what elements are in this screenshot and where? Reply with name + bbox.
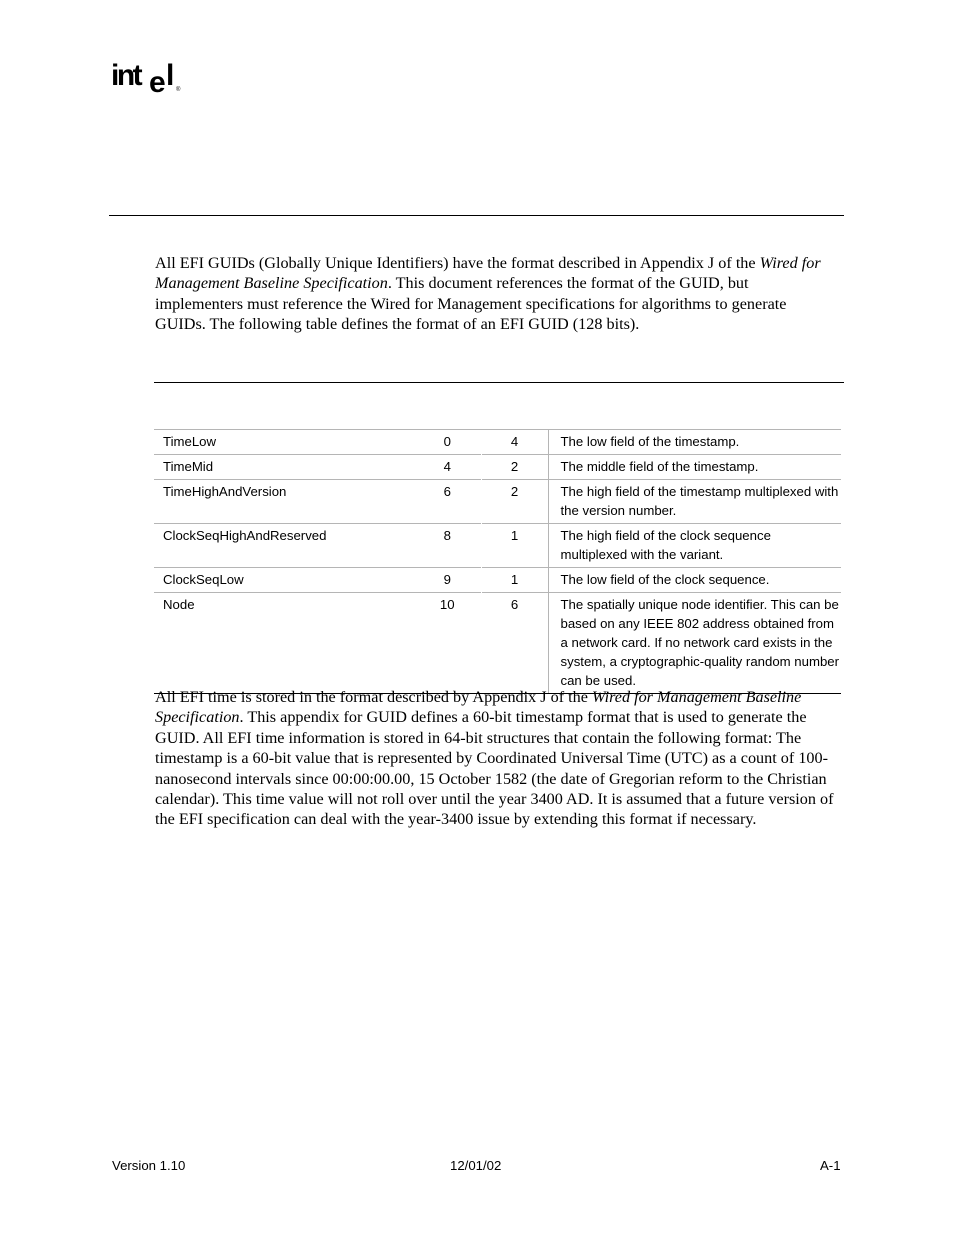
field-name-cell: Node (154, 593, 414, 694)
description-cell: The high field of the clock sequence multiplexed with the variant. (548, 524, 841, 568)
guid-format-table (154, 429, 841, 694)
footer-version: Version 1.10 (112, 1158, 186, 1173)
byte-length-cell: 1 (481, 568, 548, 593)
field-name-cell: TimeLow (154, 430, 414, 455)
svg-text:e: e (149, 66, 164, 99)
table-row (154, 593, 841, 694)
table-caption-divider (154, 382, 844, 383)
field-name-cell: ClockSeqLow (154, 568, 414, 593)
guid-intro-paragraph: All EFI GUIDs (Globally Unique Identifiers) have the format described in Appendix J of the Wired for Management Baseline Specification. This document references the format of the GUID, but implementers must reference the Wired for Management specifications for algorithms to generate GUIDs. The following table defines the format of an EFI GUID (128 bits). (155, 254, 821, 334)
byte-length-cell: 4 (481, 430, 548, 455)
byte-offset-cell: 8 (414, 524, 481, 568)
byte-length-cell: 6 (481, 593, 548, 694)
svg-text:®: ® (176, 87, 181, 93)
svg-text:l: l (166, 59, 175, 92)
description-cell: The high field of the timestamp multiplexed with the version number. (548, 480, 841, 524)
field-name-cell: TimeMid (154, 455, 414, 480)
table-row (154, 524, 841, 568)
spec-title-italic: Wired for Management Baseline Specification (155, 254, 821, 293)
byte-offset-cell: 0 (414, 430, 481, 455)
description-cell: The middle field of the timestamp. (548, 455, 841, 480)
byte-offset-cell: 10 (414, 593, 481, 694)
footer-date: 12/01/02 (450, 1158, 502, 1173)
byte-length-cell: 2 (481, 455, 548, 480)
byte-offset-cell: 9 (414, 568, 481, 593)
table-row (154, 430, 841, 455)
field-name-cell: TimeHighAndVersion (154, 480, 414, 524)
byte-length-cell: 1 (481, 524, 548, 568)
field-name-cell: ClockSeqHighAndReserved (154, 524, 414, 568)
byte-length-cell: 2 (481, 480, 548, 524)
intel-logo-mark (111, 58, 186, 100)
svg-text:int: int (111, 59, 141, 92)
table-row (154, 568, 841, 593)
description-cell: The low field of the timestamp. (548, 430, 841, 455)
byte-offset-cell: 4 (414, 455, 481, 480)
spec-title-italic: Wired for Management Baseline Specification (155, 688, 802, 727)
description-cell: The spatially unique node identifier. This can be based on any IEEE 802 address obtained from a network card. If no network card exists in the system, a cryptographic-quality random number can be used. (548, 593, 841, 694)
byte-offset-cell: 6 (414, 480, 481, 524)
section-divider-top (109, 215, 844, 216)
table-row (154, 455, 841, 480)
description-cell: The low field of the clock sequence. (548, 568, 841, 593)
table-row (154, 480, 841, 524)
footer-page-number: A-1 (820, 1158, 841, 1173)
intel-logo (111, 58, 186, 100)
efi-time-paragraph: All EFI time is stored in the format described by Appendix J of the Wired for Management Baseline Specification. This appendix for GUID defines a 60-bit timestamp format that is used to generate the GUID. All EFI time information is stored in 64-bit structures that contain the following format: The timestamp is a 60-bit value that is represented by Coordinated Universal Time (UTC) as a count of 100-nanosecond intervals since 00:00:00.00, 15 October 1582 (the date of Gregorian reform to the Christian calendar). This time value will not roll over until the year 3400 AD. It is assumed that a future version of the EFI specification can deal with the year-3400 issue by extending this format if necessary. (155, 688, 834, 829)
